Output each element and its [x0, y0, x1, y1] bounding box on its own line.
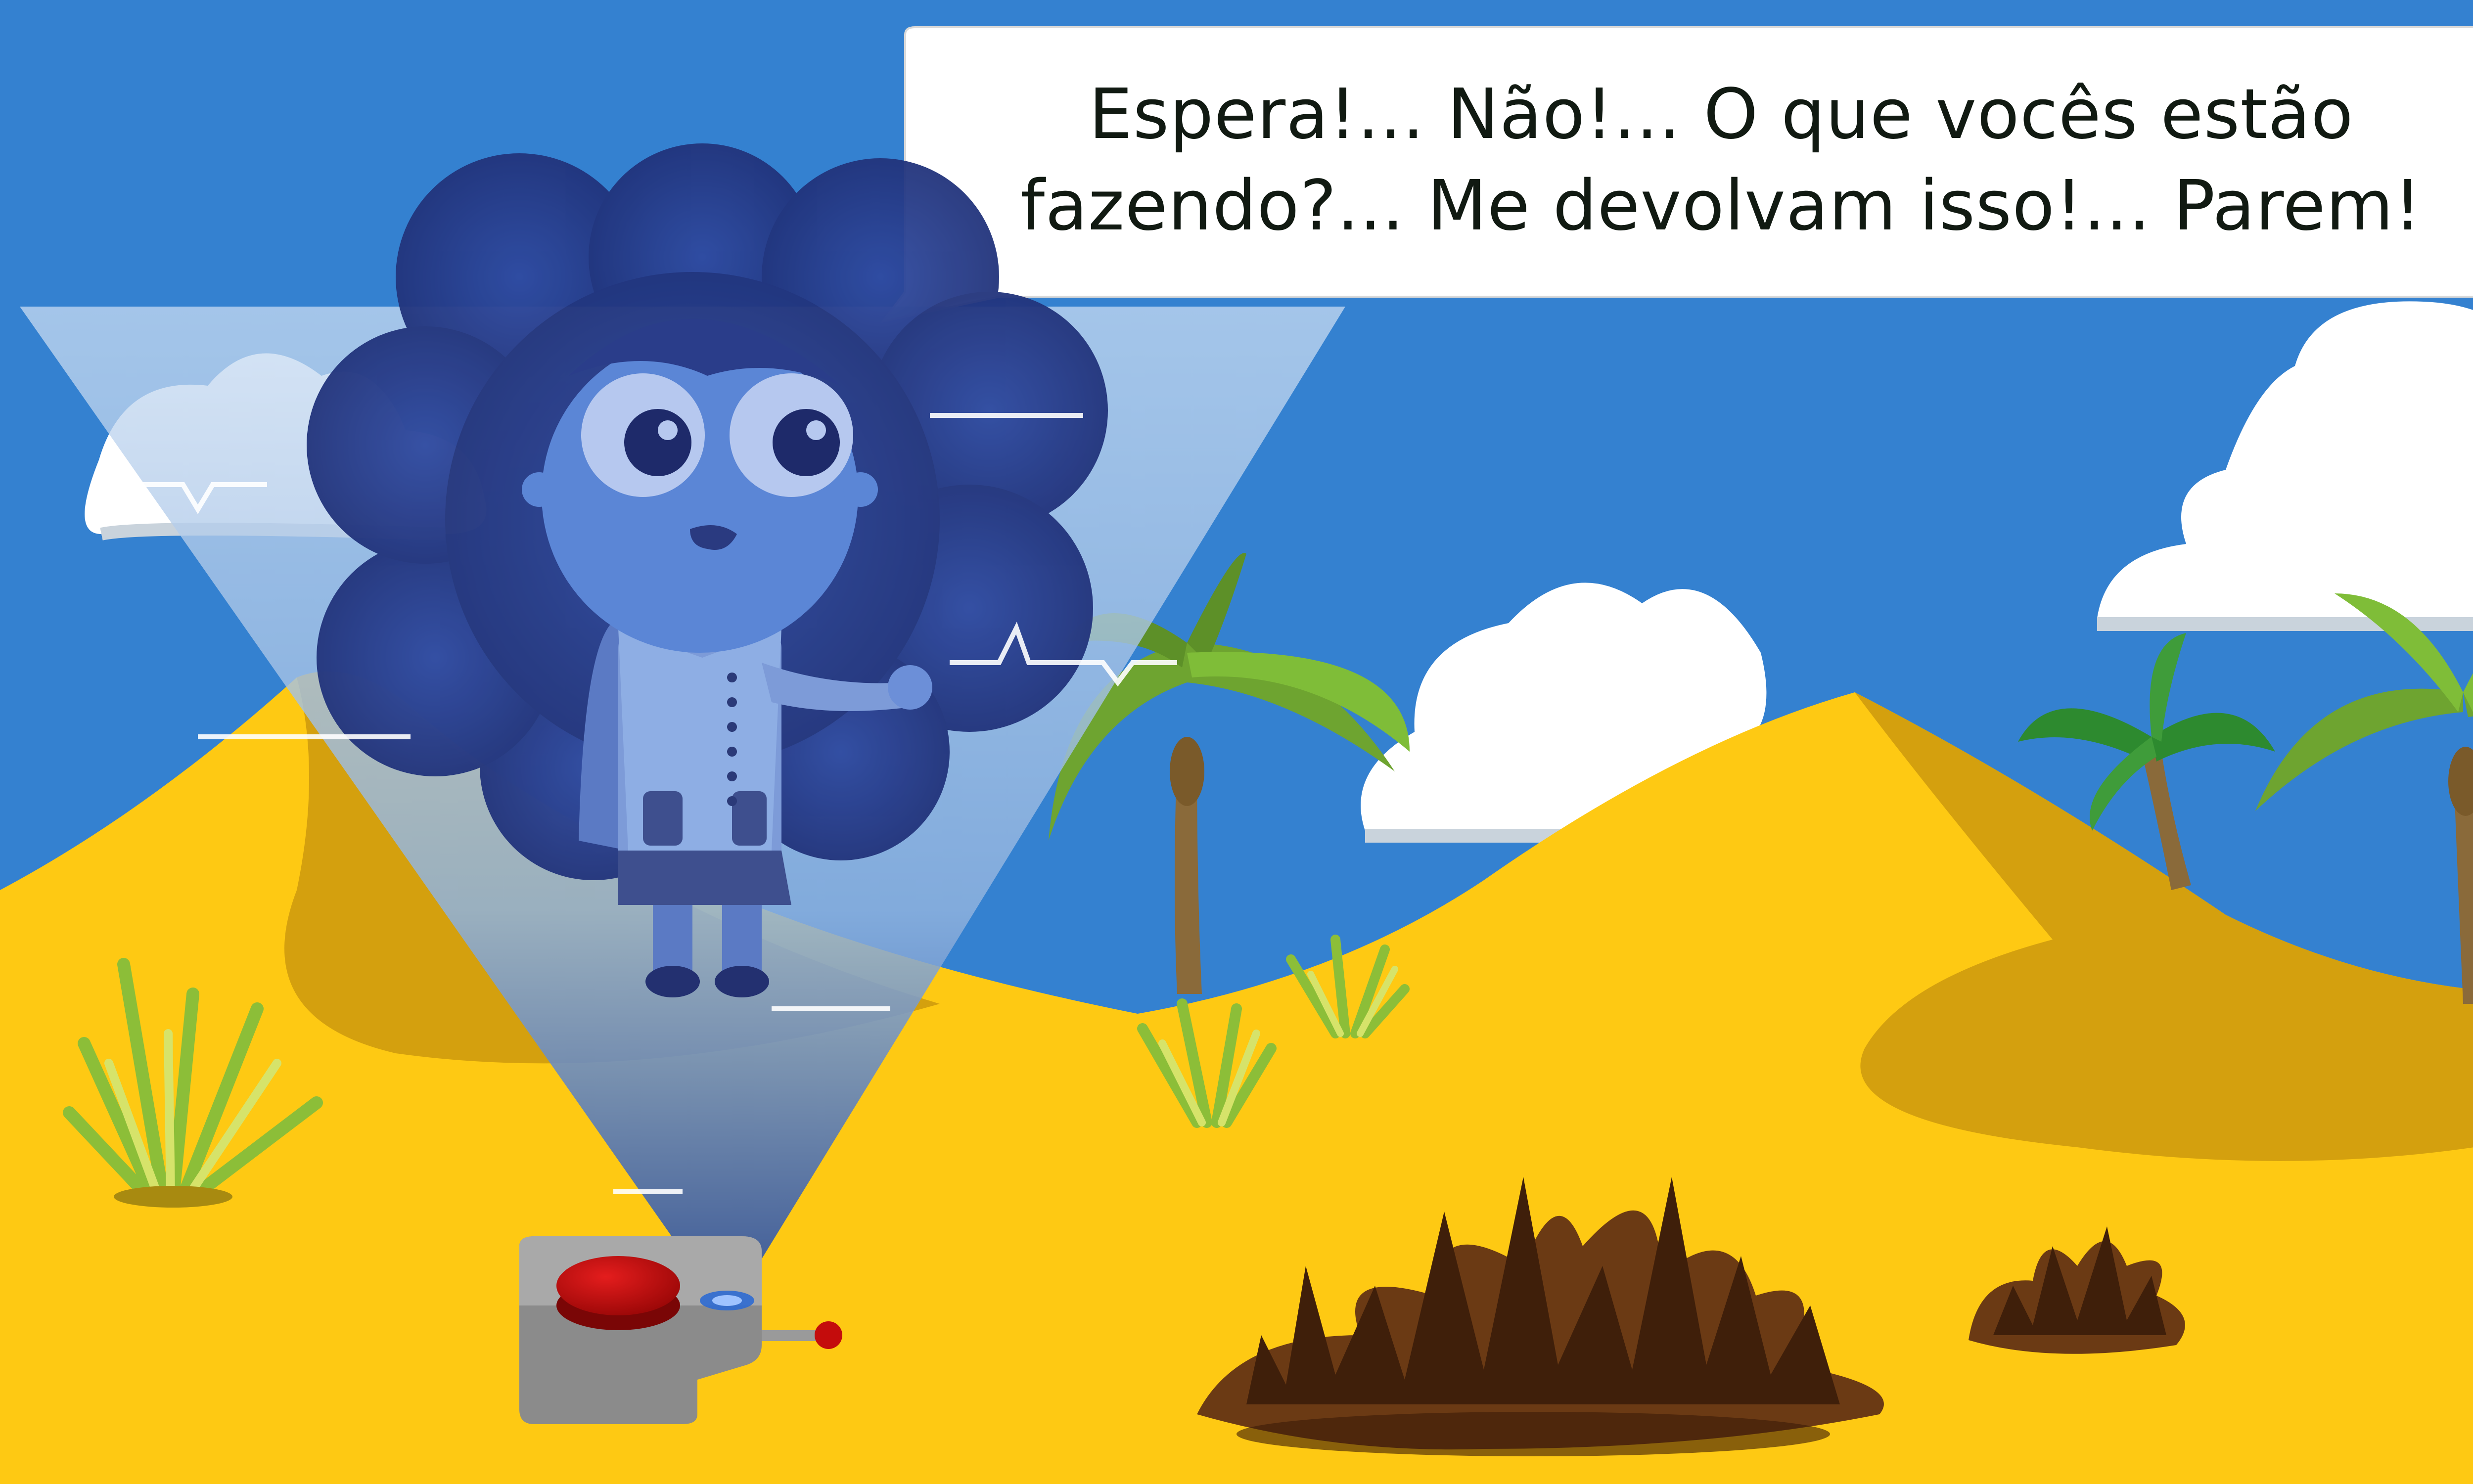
speech-text: Espera!... Não!... O que vocês estão fazendo?... Me devolvam isso!... Parem! — [1020, 74, 2423, 246]
